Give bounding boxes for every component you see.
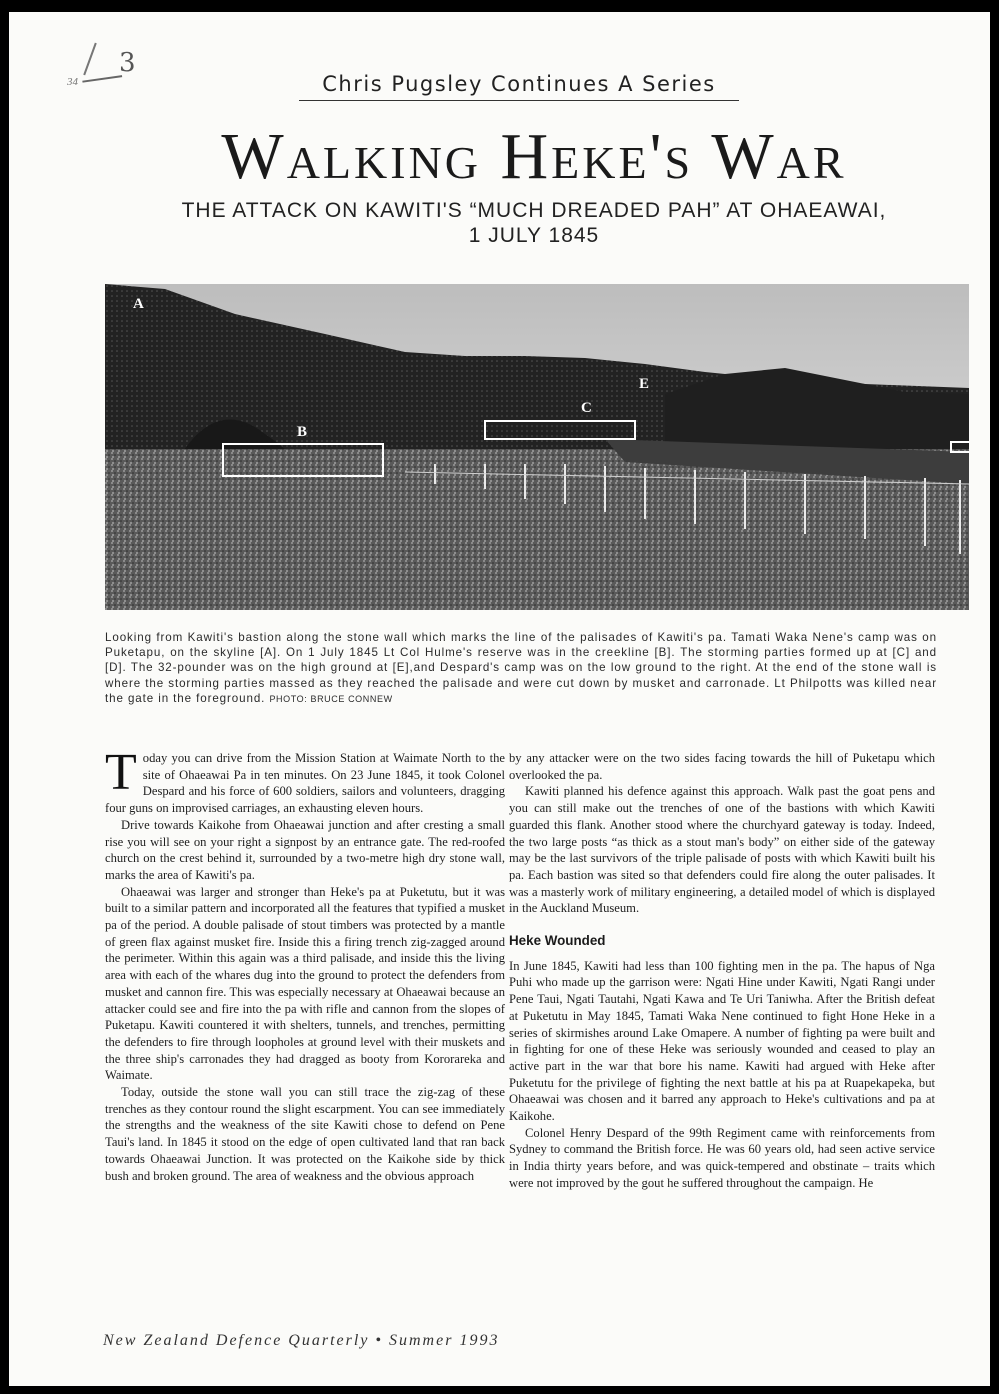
page-footer: New Zealand Defence Quarterly • Summer 1993 bbox=[103, 1332, 500, 1349]
paragraph-3: Ohaeawai was larger and stronger than Heke's pa at Puketutu, but it was built to a similar pattern and incorporated all the features that typified a musket pa of the period. A double palisade of stout timbers was protected by a mantle of green flax against musket fire. Inside this a firing trench zig-zagged around the perimeter. Within this again was a third palisade, and inside this the living area with each of the whares dug into the ground to protect the defenders from musket and cannon fire. This was especially necessary at Ohaeawai because an attacker could see and fire into the pa with rifle and cannon from the slopes of Puketapu. Kawiti countered it with shelters, tunnels, and trenches, permitting the defenders to fire through loopholes at ground level with their muskets and the three ship's carronades they had dragged as booty from Kororareka and Waimate. bbox=[105, 884, 505, 1083]
paragraph-5: by any attacker were on the two sides facing towards the hill of Puketapu which overlooked the pa. bbox=[509, 751, 935, 782]
handwritten-page-number: 3 bbox=[119, 48, 136, 78]
drop-cap: T bbox=[105, 744, 137, 801]
article-subtitle: THE ATTACK ON KAWITI'S “MUCH DREADED PAH” AT OHAEAWAI, 1 JULY 1845 bbox=[181, 199, 887, 247]
photo-illustration bbox=[105, 284, 969, 610]
photo-label-e: E bbox=[639, 376, 650, 392]
paragraph-6: Kawiti planned his defence against this approach. Walk past the goat pens and you can still make out the trenches of one of the bastions with which Kawiti guarded this flank. Another stood where the churchyard gateway is today. Indeed, the two large posts “as thick as a stout man's body” on either side of the gateway may be the last survivors of the triple palisade of posts with which Kawiti built his pa. Each bastion was sited so that defenders could fire along the outer palisades. It was a masterly work of military engineering, a detailed model of which is displayed in the Auckland Museum. bbox=[509, 784, 935, 916]
paragraph-4: Today, outside the stone wall you can still trace the zig-zag of these trenches as they contour round the slight escarpment. You can see immediately the strengths and the weakness of the site Kawiti chose to defend on Pene Taui's land. In 1845 it stood on the edge of open cultivated land that ran back towards Ohaeawai Junction. It was protected on the Kaikohe side by thick bush and broken ground. The area of weakness and the obvious approach bbox=[105, 1085, 505, 1183]
photo-label-b: B bbox=[297, 424, 308, 440]
landscape-photo bbox=[105, 284, 969, 610]
photo-caption bbox=[105, 630, 937, 707]
paragraph-1: Today you can drive from the Mission Station at Waimate North to the site of Ohaeawai Pa in ten minutes. On 23 June 1845, it took Colonel Despard and his force of 600 soldiers, sailors and volunteers, dragging four guns on improvised carriages, an exhausting eleven hours. bbox=[105, 744, 505, 816]
handwritten-mark bbox=[80, 57, 122, 82]
article-title: Walking Heke's War bbox=[221, 120, 847, 193]
photo-label-c: C bbox=[581, 400, 592, 416]
paragraph-8: Colonel Henry Despard of the 99th Regiment came with reinforcements from Sydney to command the British force. He was 60 years old, had seen active service in India thirty years before, and was quick-tempered and obstinate – traits which were not improved by the gout he suffered throughout the campaign. He bbox=[509, 1125, 935, 1190]
article-column-left bbox=[105, 744, 505, 1184]
paragraph-2: Drive towards Kaikohe from Ohaeawai junction and after cresting a small rise you will see on your right a signpost by an entrance gate. The red-roofed church on the crest behind it, surrounded by a two-metre high dry stone wall, marks the area of Kawiti's pa. bbox=[105, 817, 505, 882]
series-line: Chris Pugsley Continues A Series bbox=[299, 72, 739, 101]
caption-text: Looking from Kawiti's bastion along the stone wall which marks the line of the palisades of Kawiti's pa. Tamati Waka Nene's camp was on Puketapu, on the skyline [A]. On 1 July 1845 Lt Col Hulme's reserve was in the creekline [B]. The storming parties formed up at [C] and [D]. The 32-pounder was on the high ground at [E],and Despard's camp was on the low ground to the right. At the end of the stone wall is where the storming parties massed as they reached the palisade and were cut down by musket and carronade. Lt Philpotts was killed near the gate in the foreground. bbox=[105, 631, 937, 705]
photo-label-a: A bbox=[133, 296, 144, 312]
magazine-page bbox=[9, 12, 990, 1386]
section-heading: Heke Wounded bbox=[509, 933, 606, 949]
article-column-right bbox=[509, 750, 935, 1192]
paragraph-7: In June 1845, Kawiti had less than 100 fighting men in the pa. The hapus of Nga Puhi who made up the garrison were: Ngati Hine under Kawiti, Ngati Rangi under Pene Taui, Ngati Tautahi, Ngati Kawa and Te Uri Taniwha. After the British defeat at Puketutu in May 1845, Tamati Waka Nene continued to fight Hone Heke in a series of skirmishes around Lake Omapere. A number of fighting pa were built and in fighting for one of these Heke was seriously wounded and ceased to play an active part in the war that bore his name. Kawiti had argued with Heke after Puketutu for the privilege of fighting the next battle at his pa at Ruapekapeka, but Ohaeawai was chosen and it barred any approach to Heke's cultivations and pa at Kaikohe. bbox=[509, 958, 935, 1124]
margin-small-number: 34 bbox=[67, 76, 78, 88]
photo-credit: PHOTO: BRUCE CONNEW bbox=[269, 693, 393, 704]
